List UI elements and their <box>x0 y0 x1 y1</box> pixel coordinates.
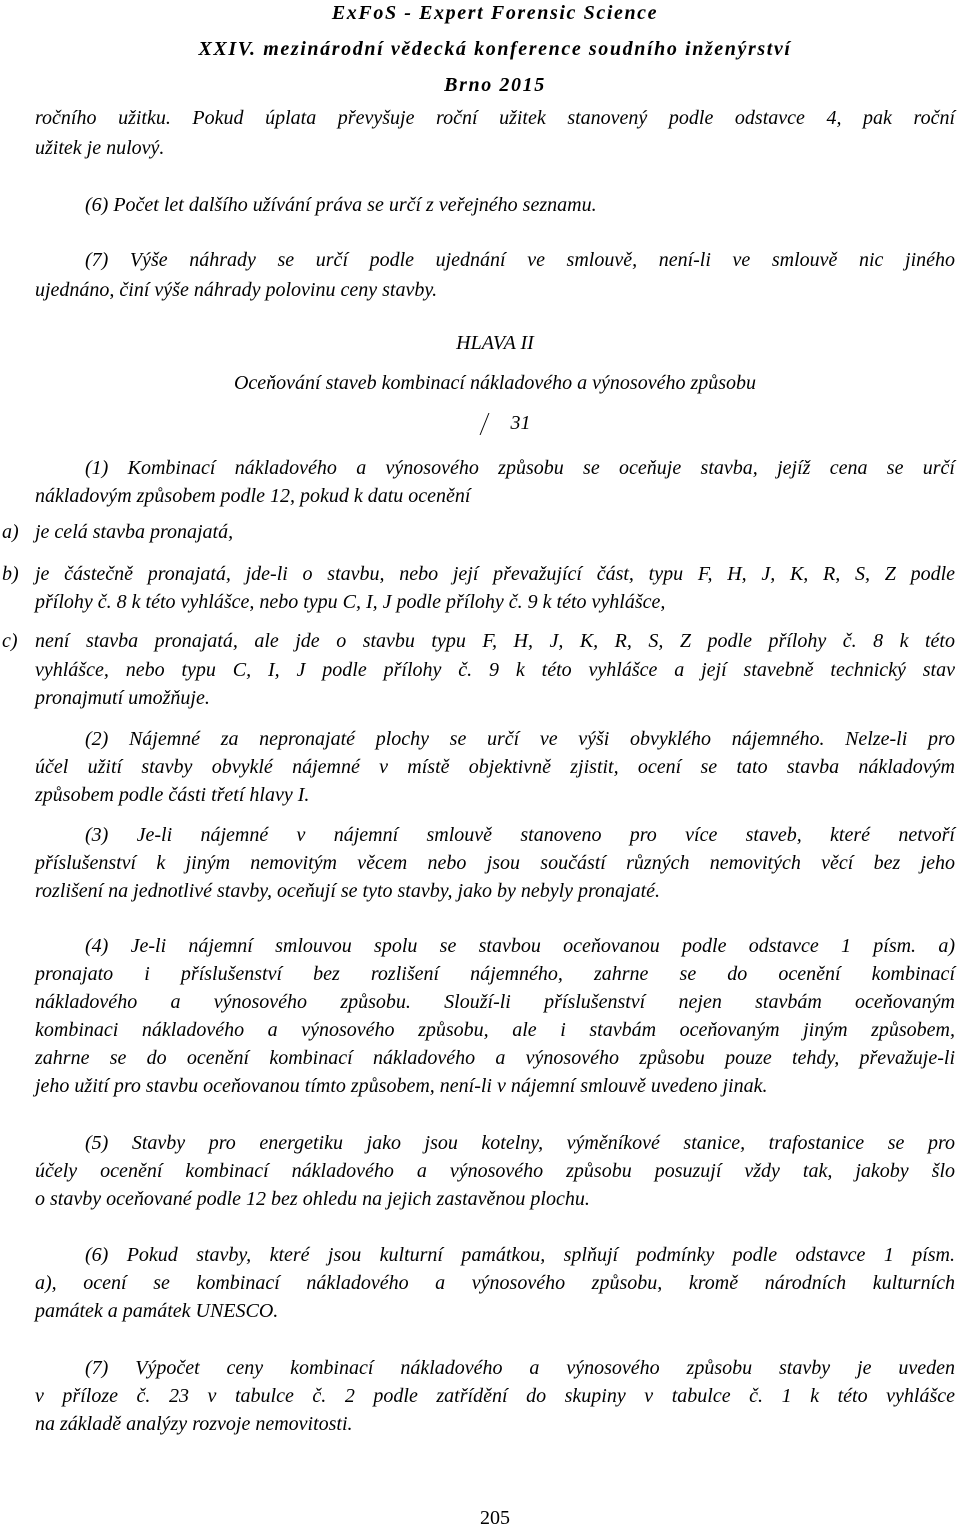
section-number-text: 31 <box>510 412 531 434</box>
page-number: 205 <box>480 1507 510 1529</box>
text-line: (5) Stavby pro energetiku jako jsou kotelny, výměníkové stanice, trafostanice se pro <box>85 1132 955 1154</box>
text-line: jeho užití pro stavbu oceňovanou tímto způsobem, není-li v nájemní smlouvě uvedeno jinak. <box>35 1075 768 1097</box>
text-line: užitek je nulový. <box>35 137 165 159</box>
header-title: ExFoS - Expert Forensic Science <box>331 2 659 24</box>
list-label: a) <box>2 521 19 543</box>
list-item: je celá stavba pronajatá, <box>35 521 234 543</box>
text-line: (2) Nájemné za nepronajaté plochy se určí ve výši obvyklého nájemného. Nelze-li pro <box>85 728 955 750</box>
chapter-heading: HLAVA II <box>456 332 534 354</box>
header-place-year: Brno 2015 <box>444 74 546 96</box>
list-item-continued: pronajmutí umožňuje. <box>35 687 210 709</box>
text-line: ročního užitku. Pokud úplata převyšuje roční užitek stanovený podle odstavce 4, pak roční <box>35 107 955 129</box>
text-line: účel užití stavby obvyklé nájemné v místě objektivně zjistit, ocení se tato stavba nákladovým <box>35 756 955 778</box>
text-line: (1) Kombinací nákladového a výnosového způsobu se oceňuje stavba, jejíž cena se určí <box>85 457 955 479</box>
text-line: účely ocenění kombinací nákladového a výnosového způsobu posuzují vždy tak, jakoby šlo <box>35 1160 955 1182</box>
text-line: nákladovým způsobem podle 12, pokud k datu ocenění <box>35 485 471 507</box>
list-item-continued: vyhlášce, nebo typu C, I, J podle přílohy č. 9 k této vyhlášce a její stavebně technický stav <box>35 659 955 681</box>
text-line: památek a památek UNESCO. <box>35 1300 279 1322</box>
section-sign-glyph <box>479 413 507 435</box>
text-line: (3) Je-li nájemné v nájemní smlouvě stanoveno pro více staveb, které netvoří <box>85 824 955 846</box>
text-line: o stavby oceňované podle 12 bez ohledu na jejich zastavěnou plochu. <box>35 1188 590 1210</box>
text-line: zahrne se do ocenění kombinací nákladového a výnosového způsobu pouze tehdy, převažuje-li <box>35 1047 955 1069</box>
text-line: kombinaci nákladového a výnosového způsobu, ale i stavbám oceňovaným jiným způsobem, <box>35 1019 955 1041</box>
list-item: je částečně pronajatá, jde-li o stavbu, nebo její převažující část, typu F, H, J, K, R, S, Z podle <box>35 563 955 585</box>
text-line: nákladového a výnosového způsobu. Slouží-li příslušenství nejen stavbám oceňovaným <box>35 991 955 1013</box>
chapter-title: Oceňování staveb kombinací nákladového a výnosového způsobu <box>233 372 757 394</box>
text-line: způsobem podle části třetí hlavy I. <box>35 784 310 806</box>
list-label: c) <box>2 630 18 652</box>
text-line: v příloze č. 23 v tabulce č. 2 podle zatřídění do skupiny v tabulce č. 1 k této vyhlášce <box>35 1385 955 1407</box>
text-line: (6) Pokud stavby, které jsou kulturní památkou, splňují podmínky podle odstavce 1 písm. <box>85 1244 955 1266</box>
text-line: (7) Výše náhrady se určí podle ujednání ve smlouvě, není-li ve smlouvě nic jiného <box>85 249 955 271</box>
text-line: (7) Výpočet ceny kombinací nákladového a výnosového způsobu stavby je uveden <box>85 1357 955 1379</box>
text-line: a), ocení se kombinací nákladového a výnosového způsobu, kromě národních kulturních <box>35 1272 955 1294</box>
list-item: není stavba pronajatá, ale jde o stavbu typu F, H, J, K, R, S, Z podle přílohy č. 8 k této <box>35 630 955 652</box>
text-line: (6) Počet let dalšího užívání práva se určí z veřejného seznamu. <box>85 194 597 216</box>
text-line: pronajato i příslušenství bez rozlišení nájemného, zahrne se do ocenění kombinací <box>35 963 955 985</box>
list-item-continued: přílohy č. 8 k této vyhlášce, nebo typu C, I, J podle přílohy č. 9 k této vyhlášce, <box>35 591 666 613</box>
text-line: rozlišení na jednotlivé stavby, oceňují se tyto stavby, jako by nebyly pronajaté. <box>35 880 661 902</box>
text-line: ujednáno, činí výše náhrady polovinu ceny stavby. <box>35 279 438 301</box>
list-label: b) <box>2 563 19 585</box>
text-line: příslušenství k jiným nemovitým věcem nebo jsou součástí různých nemovitých věcí bez jeho <box>35 852 955 874</box>
header-conference: XXIV. mezinárodní vědecká konference soudního inženýrství <box>198 38 792 60</box>
text-line: na základě analýzy rozvoje nemovitosti. <box>35 1413 353 1435</box>
section-number <box>12 412 960 435</box>
text-line: (4) Je-li nájemní smlouvou spolu se stavbou oceňovanou podle odstavce 1 písm. a) <box>85 935 955 957</box>
